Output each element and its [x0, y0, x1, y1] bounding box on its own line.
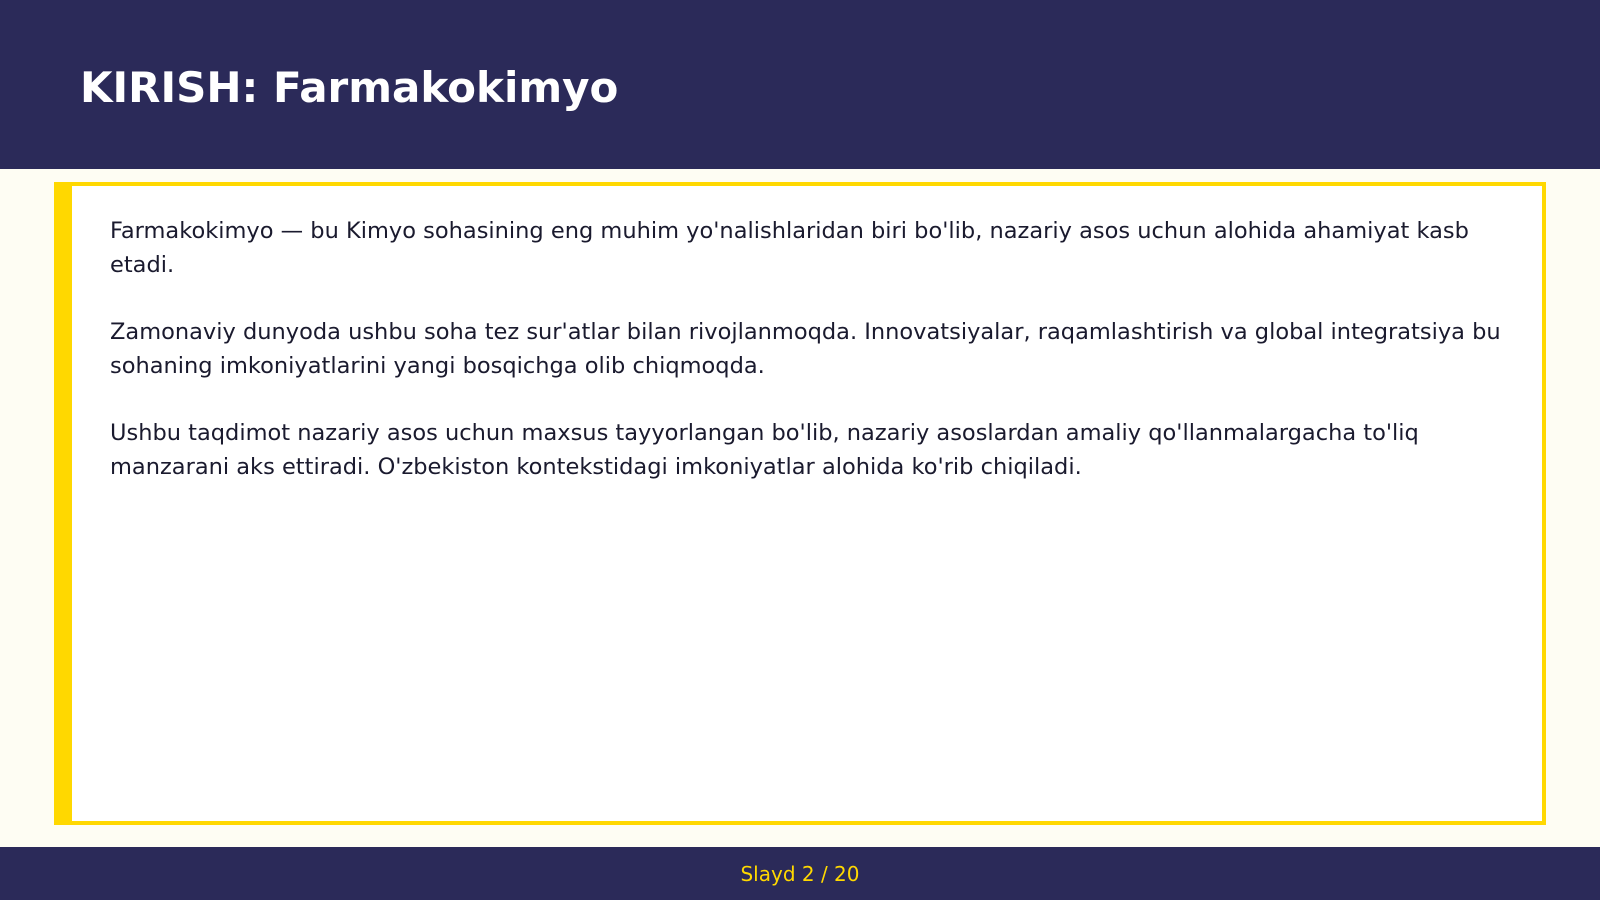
paragraph-2: Zamonaviy dunyoda ushbu soha tez sur'atlar bilan rivojlanmoqda. Innovatsiyalar, raqamlashtirish va global integratsiya bu sohaning imkoniyatlarini yangi bosqichga olib chiqmoqda. [110, 319, 1501, 379]
content-panel [54, 182, 1546, 825]
slide-counter: Slayd 2 / 20 [740, 862, 860, 886]
paragraph-3: Ushbu taqdimot nazariy asos uchun maxsus tayyorlangan bo'lib, nazariy asoslardan amaliy qo'llanmalargacha to'liq manzarani aks ettiradi. O'zbekiston kontekstidagi imkoniyatlar alohida ko'rib chiqiladi. [110, 420, 1419, 480]
paragraph-1: Farmakokimyo — bu Kimyo sohasining eng muhim yo'nalishlaridan biri bo'lib, nazariy asos uchun alohida ahamiyat kasb etadi. [110, 218, 1469, 278]
slide-footer [0, 847, 1600, 900]
slide-header [0, 0, 1600, 169]
slide-title: KIRISH: Farmakokimyo [80, 63, 619, 112]
paragraph-list [110, 214, 1510, 517]
